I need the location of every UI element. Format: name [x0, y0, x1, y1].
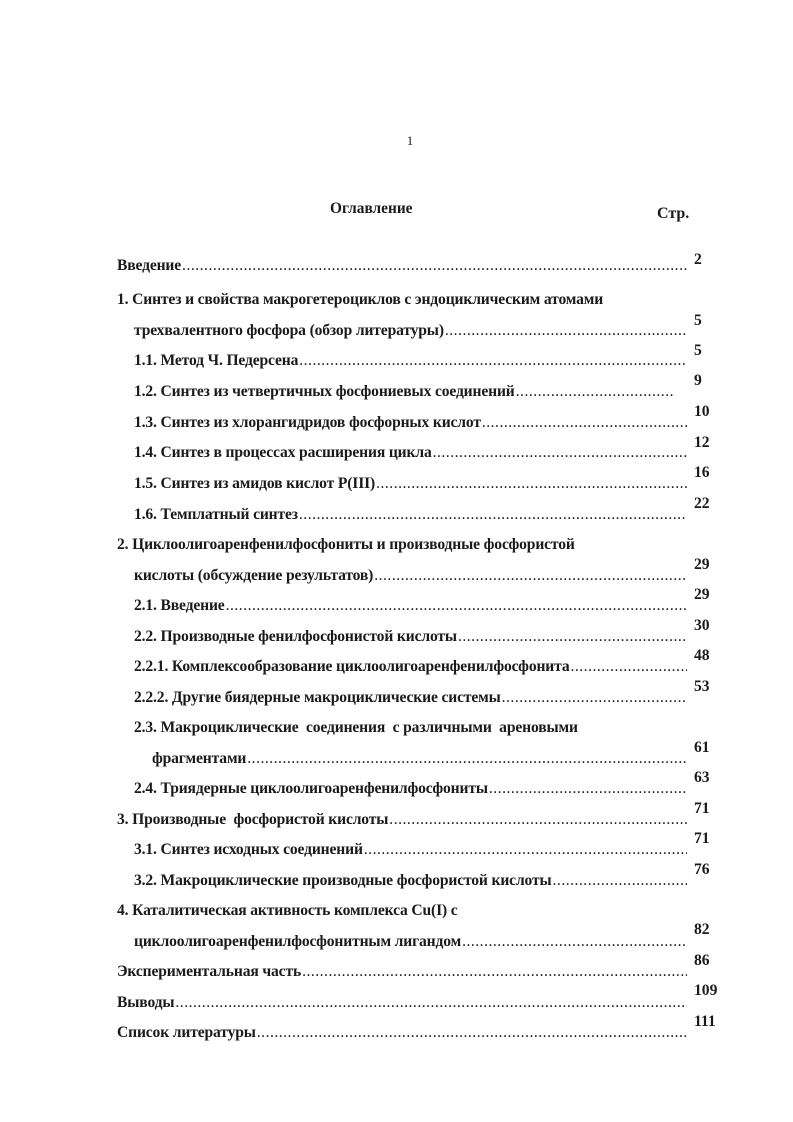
toc-entry-page: 61 [694, 739, 710, 756]
toc-entry-page: 48 [694, 647, 710, 664]
toc-entry-text: Введение [117, 257, 182, 274]
toc-entry-page: 5 [694, 342, 702, 359]
toc-entry [117, 290, 697, 310]
toc-entry [117, 993, 687, 1013]
toc-entry-page: 63 [694, 769, 710, 786]
toc-entry-text: 3.2. Макроциклические производные фосфористой кислоты [134, 872, 552, 889]
toc-entry [134, 474, 687, 494]
toc-entry-text: Список литературы [117, 1024, 256, 1041]
toc-entry [134, 505, 687, 525]
toc-entry [134, 688, 687, 708]
toc-entry [134, 321, 687, 341]
toc-entry-text: 2.2. Производные фенилфосфонистой кислоты [134, 628, 457, 645]
toc-entry [117, 901, 687, 921]
toc-entry-text: 2.2.2. Другие биядерные макроциклические системы [134, 689, 501, 706]
toc-entry [134, 871, 687, 891]
toc-entry [134, 627, 687, 647]
toc-entry [134, 596, 687, 616]
toc-entry [134, 566, 687, 586]
toc-entry-page: 9 [694, 372, 702, 389]
toc-entry [117, 962, 687, 982]
toc-entry [134, 351, 687, 371]
toc-entry-text: 3. Производные фосфористой кислоты [117, 811, 389, 828]
toc-entry [117, 1023, 687, 1043]
toc-entry-text: 1.2. Синтез из четвертичных фосфониевых соединений [134, 383, 515, 400]
toc-entry [134, 840, 687, 860]
toc-entry-text: кислоты (обсуждение результатов) [134, 567, 374, 584]
toc-entry-text: 1.3. Синтез из хлорангидридов фосфорных кислот [134, 414, 481, 431]
toc-entry-text: 2.1. Введение [134, 597, 225, 614]
toc-entry-text: 2. Циклоолигоаренфенилфосфониты и производные фосфористой [117, 536, 575, 553]
toc-entry [134, 443, 687, 463]
toc-entry-page: 82 [694, 921, 710, 938]
toc-entry-page: 109 [694, 982, 718, 999]
toc-entry-text: 1.6. Темплатный синтез [134, 506, 298, 523]
page-number: 1 [406, 133, 414, 148]
toc-entry [134, 657, 687, 677]
toc-entry-text: Экспериментальная часть [117, 963, 302, 980]
toc-entry-page: 111 [694, 1013, 716, 1030]
toc-entry-page: 29 [694, 556, 710, 573]
toc-entry-text: 2.2.1. Комплексообразование циклоолигоаренфенилфосфонита [134, 658, 570, 675]
toc-entry-text: 1.5. Синтез из амидов кислот P(III) [134, 475, 376, 492]
toc-entry-page: 22 [694, 495, 710, 512]
toc-entry-text: 4. Каталитическая активность комплекса Cu(I) с [117, 902, 458, 919]
toc-entry-page: 71 [694, 830, 710, 847]
page-column-header: Стр. [657, 205, 690, 222]
toc-entry-text: 2.4. Триядерные циклоолигоаренфенилфосфониты [134, 780, 488, 797]
toc-entry-text: 1.4. Синтез в процессах расширения цикла [134, 444, 432, 461]
toc-entry [134, 718, 687, 738]
toc-entry-page: 12 [694, 434, 710, 451]
toc-entry-page: 29 [694, 586, 710, 603]
toc-entry [117, 256, 687, 276]
toc-entry-text: циклоолигоаренфенилфосфонитным лигандом [134, 933, 462, 950]
toc-entry-page: 10 [694, 403, 710, 420]
toc-entry-text: 1. Синтез и свойства макрогетероциклов с эндоциклическим атомами [117, 291, 604, 308]
toc-entry-page: 16 [694, 464, 710, 481]
toc-entry-page: 5 [694, 312, 702, 329]
toc-entry [134, 382, 674, 402]
toc-title: Оглавление [330, 200, 413, 217]
toc-entry-text: фрагментами [152, 750, 247, 767]
toc-entry-text: 2.3. Макроциклические соединения с различными ареновыми [134, 719, 578, 736]
toc-entry-page: 86 [694, 952, 710, 969]
toc-entry-page: 2 [694, 251, 702, 268]
toc-entry [117, 810, 687, 830]
toc-entry [134, 932, 687, 952]
toc-entry [152, 749, 687, 769]
toc-entry-text: трехвалентного фосфора (обзор литературы) [134, 322, 444, 339]
toc-entry-text: 3.1. Синтез исходных соединений [134, 841, 363, 858]
toc-entry [134, 779, 687, 799]
toc-entry-text: Выводы [117, 994, 175, 1011]
toc-entry-page: 30 [694, 617, 710, 634]
toc-entry-text: 1.1. Метод Ч. Педерсена [134, 352, 299, 369]
toc-entry [134, 413, 687, 433]
toc-entry-page: 76 [694, 861, 710, 878]
toc-entry-page: 71 [694, 800, 710, 817]
toc-entry-page: 53 [694, 678, 710, 695]
toc-entry [117, 535, 687, 555]
